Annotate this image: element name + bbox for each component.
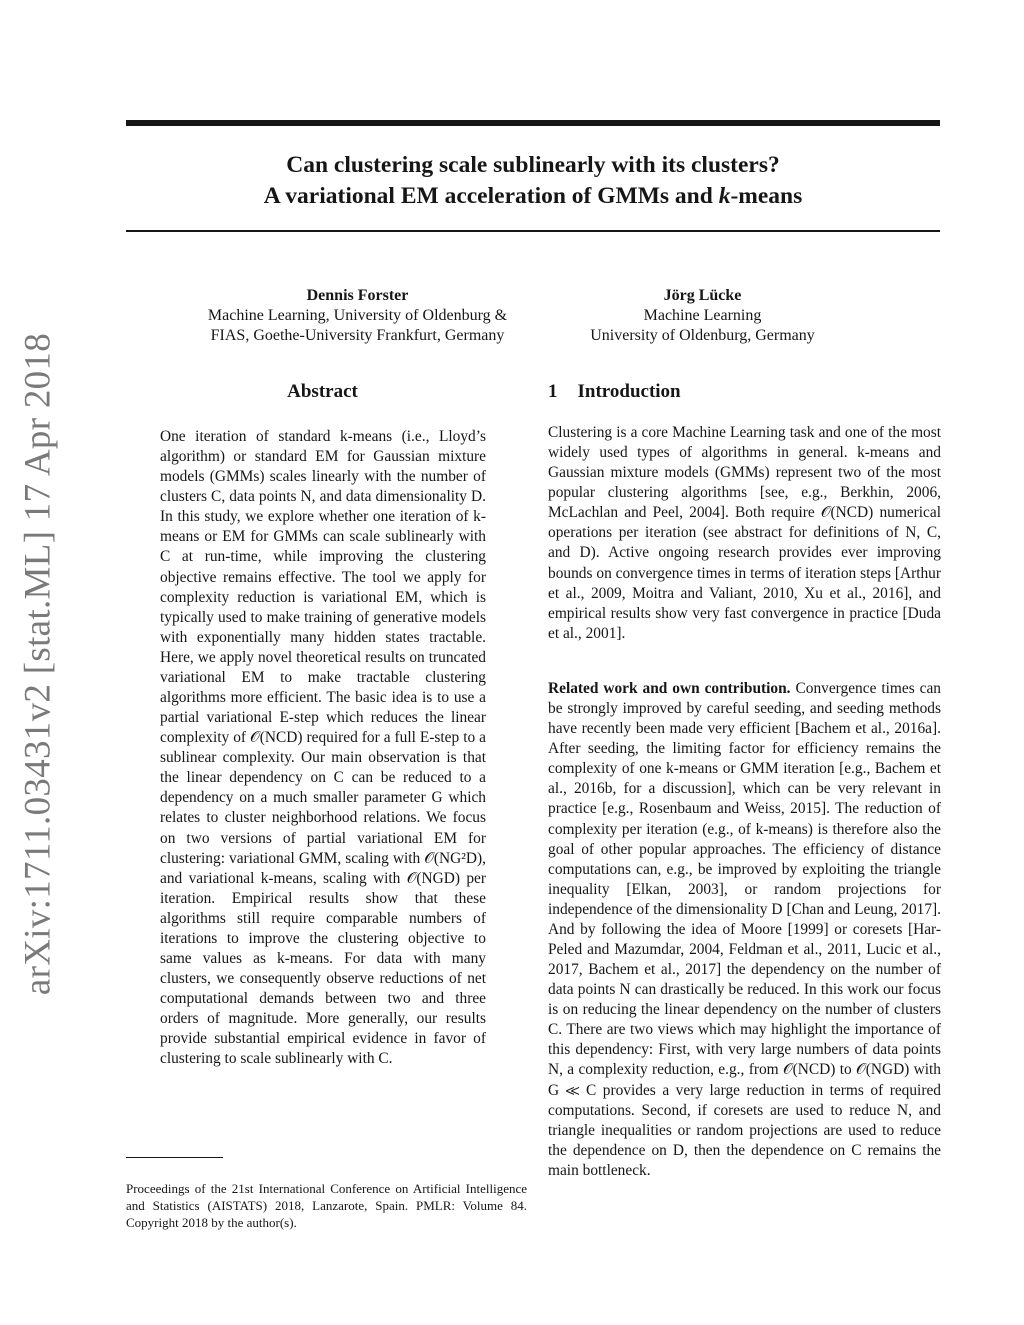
footnote: Proceedings of the 21st International Conference on Artificial Intelligence and Statistics (AISTATS) 2018, Lanzarote, Spain. PMLR: Volume 84. Copyright 2018 by the author(s). <box>126 1181 527 1230</box>
author-affiliation: FIAS, Goethe-University Frankfurt, Germany <box>210 327 505 344</box>
title-top-rule <box>126 120 940 126</box>
intro-paragraph-2-text: Convergence times can be strongly improved by careful seeding, and seeding methods have recently been made very efficient [Bachem et al., 2016a]. After seeding, the limiting factor for efficiency remains the complexity of one k-means or GMM iteration [e.g., Bachem et al., 2016b, for a discussion], which can be very relevant in practice [e.g., Rosenbaum and Weiss, 2015]. The reduction of complexity per iteration (e.g., of k-means) is therefore also the goal of other popular approaches. The efficiency of distance computations can, e.g., be improved by exploiting the triangle inequality [Elkan, 2003], or random projections for independence of the dimensionality D [Chan and Leung, 2017]. And by following the idea of Moore [1999] or coresets [Har-Peled and Mazumdar, 2004, Feldman et al., 2011, Lucic et al., 2017, Bachem et al., 2017] the dependency on the number of data points N can drastically be reduced. In this work our focus is on reducing the linear dependency on the number of clusters C. There are two views which may highlight the importance of this dependency: First, with very large numbers of data points N, a complexity reduction, e.g., from 𝒪(NCD) to 𝒪(NGD) with G ≪ C provides a very large reduction in terms of required computations. Second, if coresets are used to reduce N, and triangle inequalities or random projections are used to reduce the dependence on D, then the dependence on C remains the main bottleneck. <box>548 680 942 1179</box>
author-block-1 <box>170 286 545 346</box>
author-affiliation: University of Oldenburg, Germany <box>590 327 815 344</box>
abstract-text: One iteration of standard k-means (i.e., Lloyd’s algorithm) or standard EM for Gaussian mixture models (GMMs) scales linearly with the number of clusters C, data points N, and data dimensionality D. In this study, we explore whether one iteration of k-means or EM for GMMs can scale sublinearly with C at run-time, while improving the clustering objective remains effective. The tool we apply for complexity reduction is variational EM, which is typically used to make training of generative models with exponentially many hidden states tractable. Here, we apply novel theoretical results on truncated variational EM to make tractable clustering algorithms more efficient. The basic idea is to use a partial variational E-step which reduces the linear complexity of 𝒪(NCD) required for a full E-step to a sublinear complexity. Our main observation is that the linear dependency on C can be reduced to a dependency on a much smaller parameter G which relates to cluster neighborhood relations. We focus on two versions of partial variational EM for clustering: variational GMM, scaling with 𝒪(NG²D), and variational k-means, scaling with 𝒪(NGD) per iteration. Empirical results show that these algorithms still require comparable numbers of iterations to improve the clustering objective to same values as k-means. For data with many clusters, we consequently observe reductions of net computational demands between two and three orders of magnitude. More generally, our results provide substantial empirical evidence in favor of clustering to scale sublinearly with C. <box>160 428 486 1068</box>
author-block-2 <box>560 286 845 346</box>
section-number: 1 <box>548 381 558 402</box>
arxiv-stamp-text: arXiv:1711.03431v2 [stat.ML] 17 Apr 2018 <box>17 332 59 996</box>
paragraph-run-in-heading: Related work and own contribution. <box>548 680 791 697</box>
intro-paragraph-1-text: Clustering is a core Machine Learning task and one of the most widely used types of algorithms in general. k-means and Gaussian mixture models (GMMs) represent two of the most popular clustering algorithms [see, e.g., Berkhin, 2006, McLachlan and Peel, 2004]. Both require 𝒪(NCD) numerical operations per iteration (see abstract for definitions of N, C, and D). Active ongoing research provides ever improving bounds on convergence times in terms of iteration steps [Arthur et al., 2009, Moitra and Valiant, 2010, Xu et al., 2016], and empirical results show very fast convergence in practice [Duda et al., 2001]. <box>548 424 941 642</box>
author-affiliation: Machine Learning, University of Oldenburg & <box>207 307 508 324</box>
author-affiliation: Machine Learning <box>643 307 762 324</box>
intro-paragraph-1 <box>548 423 941 644</box>
author-name: Dennis Forster <box>306 287 409 304</box>
section-heading-introduction <box>548 381 681 403</box>
intro-paragraph-2 <box>548 679 941 1181</box>
title-line-1: Can clustering scale sublinearly with its clusters? <box>286 152 780 178</box>
title-bottom-rule <box>126 230 940 232</box>
footnote-rule <box>126 1157 223 1158</box>
title-line-2: A variational EM acceleration of GMMs and k-means <box>263 183 803 209</box>
author-name: Jörg Lücke <box>663 287 742 304</box>
section-title: Introduction <box>577 381 681 402</box>
paper-title <box>126 150 940 212</box>
abstract-heading: Abstract <box>287 381 358 402</box>
